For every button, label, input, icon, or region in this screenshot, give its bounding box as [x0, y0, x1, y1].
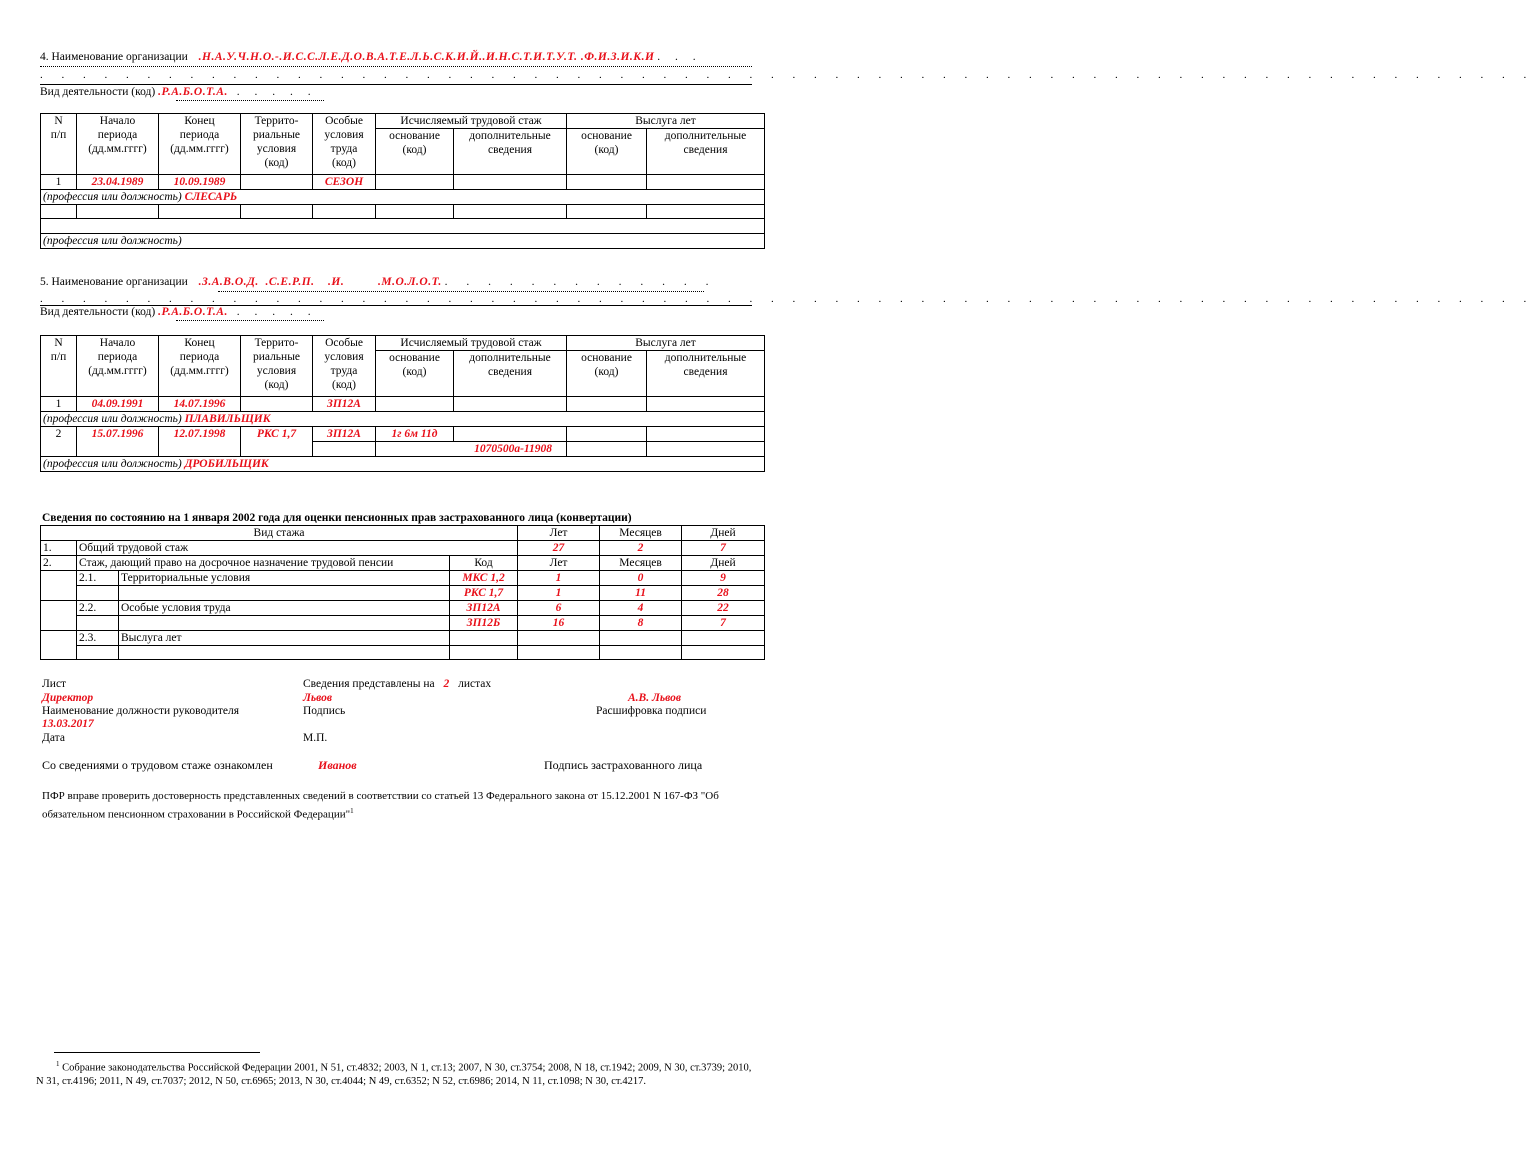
- table-row: 2.1. Территориальные условия МКС 1,2 1 0 9: [41, 571, 765, 586]
- org4-activity-label: Вид деятельности (код): [40, 86, 156, 98]
- date-value: 13.03.2017: [42, 718, 94, 730]
- signature-caption: Подпись: [303, 705, 346, 717]
- org5-activity-underline: [176, 320, 324, 321]
- profession-row: (профессия или должность) ДРОБИЛЬЩИК: [41, 457, 765, 472]
- decoded-value: А.В. Львов: [628, 692, 681, 704]
- org5-line: 5. Наименование организации .З.А.В.О.Д. .С.Е.Р.П. .И. .М.О.Л.О.Т. . . . . . . . . . . . . .: [40, 276, 717, 288]
- table-row: 1 04.09.1991 14.07.1996 ЗП12А: [41, 397, 765, 412]
- org4-line: [40, 51, 702, 63]
- footnote-divider: [54, 1052, 260, 1053]
- table-row: 2.2. Особые условия труда ЗП12А 6 4 22: [41, 601, 765, 616]
- hdr-terr: Террито- риальные условия (код): [241, 114, 313, 175]
- table-row: РКС 1,7 1 11 28: [41, 586, 765, 601]
- conversion-title: Сведения по состоянию на 1 января 2002 года для оценки пенсионных прав застрахованного лица (конвертации): [42, 512, 632, 524]
- stamp-caption: М.П.: [303, 732, 328, 744]
- hdr-calc: Исчисляемый трудовой стаж: [376, 114, 567, 129]
- hdr-service: Выслуга лет: [567, 114, 765, 129]
- acquainted-label: Со сведениями о трудовом стаже ознакомлен: [42, 758, 273, 772]
- signature-value: Львов: [303, 692, 333, 704]
- hdr-n: N п/п: [41, 114, 77, 175]
- hdr-serv-basis: основание (код): [567, 129, 647, 175]
- org5-activity: Вид деятельности (код) .Р.А.Б.О.Т.А. . . . . .: [40, 306, 317, 318]
- hdr-calc-extra: дополнительные сведения: [454, 129, 567, 175]
- org5-activity-code: .Р.А.Б.О.Т.А.: [158, 306, 228, 318]
- org4-activity: Вид деятельности (код) .Р.А.Б.О.Т.А. . . . . .: [40, 86, 317, 98]
- insured-signature-caption: Подпись застрахованного лица: [544, 758, 703, 772]
- table-row: [41, 646, 765, 660]
- footnote-text: Собрание законодательства Российской Федерации 2001, N 51, ст.4832; 2003, N 1, ст.13; 2007, N 30, ст.3754; 2008, N 18, ст.1942; 2009, N 30, ст.3739; 2010, N 31, ст.4196; 2011, N 49, ст.7037; 2012, N 50, ст.6965; 2013, N 30, ст.4044; N 49, ст.6352; N 52, ст.6986; 2014, N 11, ст.1098; N 30, ст.4217.: [36, 1062, 752, 1087]
- position-caption: Наименование должности руководителя: [42, 705, 240, 717]
- org5-activity-label: Вид деятельности (код): [40, 306, 156, 318]
- org5-underline: [218, 291, 704, 292]
- hdr-calc-basis: основание (код): [376, 129, 454, 175]
- org5-dotted-line: . . . . . . . . . . . . . . . . . . . . . . . . . . . . . . . . . . . . . . . . . . . . . . . . . . . . . . . . . . . . . . . . . . . . . .: [40, 293, 1534, 305]
- notice-text: ПФР вправе проверить достоверность представленных сведений в соответствии со статьей 13 Федерального закона от 15.12.2001 N 167-ФЗ "Об обязательном пенсионном страховании в Российской Федерации"$^1$: [42, 790, 719, 821]
- position-value: Директор: [42, 692, 94, 704]
- table-row: 2 15.07.1996 12.07.1998 РКС 1,7 ЗП12А 1г 6м 11д: [41, 427, 765, 442]
- org4-rule: [40, 84, 752, 85]
- table-row: ЗП12Б 16 8 7: [41, 616, 765, 631]
- profession-row: (профессия или должность): [41, 234, 765, 249]
- org4-activity-underline: [176, 100, 324, 101]
- acquainted-value: Иванов: [318, 758, 357, 772]
- org4-dotted-line: . . . . . . . . . . . . . . . . . . . . . . . . . . . . . . . . . . . . . . . . . . . . . . . . . . . . . . . . . . . . . . . . . . . . . .: [40, 69, 1534, 81]
- sheet-label: Лист: [42, 678, 67, 690]
- org4-activity-code: .Р.А.Б.О.Т.А.: [158, 86, 228, 98]
- table-row: 1070500а-11908: [41, 442, 765, 457]
- org4-label: 4. Наименование организации: [40, 51, 188, 63]
- org4-dots: . . .: [657, 51, 702, 63]
- org4-underline: [40, 66, 752, 67]
- decoded-caption: Расшифровка подписи: [596, 705, 707, 717]
- hdr-end: Конец периода (дд.мм.гггг): [159, 114, 241, 175]
- periods-table-5: N п/п Начало периода (дд.мм.гггг) Конец периода (дд.мм.гггг) Террито- риальные условия (код) Особые условия труда (код) Исчисляемый трудовой стаж Выслуга лет основание (код) дополнительные сведения основание (код) дополнительные сведения 1 04.09.1991 14.07.1996 ЗП12А (профессия или должность) ПЛАВИЛЬЩИК 2 15.07.1996 12.07.1998 РКС 1,7 ЗП12А 1г 6м 11д 1070500а-11908 (профессия или должность) ДРОБИЛЬЩИК: [40, 335, 765, 472]
- table-row: 1. Общий трудовой стаж 27 2 7: [41, 541, 765, 556]
- conversion-table: Вид стажа Лет Месяцев Дней 1. Общий трудовой стаж 27 2 7 2. Стаж, дающий право на досрочное назначение трудовой пенсии Код Лет Месяцев Дней 2.1. Территориальные условия МКС 1,2 1 0 9 РКС 1,7 1 11 28 2.2. Особые условия труда ЗП12А 6 4 22 ЗП12Б 16 8 7 2.3. Выслуга лет: [40, 525, 765, 660]
- date-caption: Дата: [42, 732, 65, 744]
- periods-table-4: [40, 113, 765, 249]
- table-row: 2. Стаж, дающий право на досрочное назначение трудовой пенсии Код Лет Месяцев Дней: [41, 556, 765, 571]
- org5-label: 5. Наименование организации: [40, 276, 188, 288]
- hdr-spec: Особые условия труда (код): [313, 114, 376, 175]
- profession-row: (профессия или должность) ПЛАВИЛЬЩИК: [41, 412, 765, 427]
- sheets-line: Сведения представлены на 2 листах: [303, 678, 492, 690]
- table-row: 2.3. Выслуга лет: [41, 631, 765, 646]
- profession-row: (профессия или должность) СЛЕСАРЬ: [41, 190, 765, 205]
- table-row: 1 23.04.1989 10.09.1989 СЕЗОН: [41, 175, 765, 190]
- notice-ref: 1: [350, 807, 354, 815]
- hdr-serv-extra: дополнительные сведения: [647, 129, 765, 175]
- footnote-mark: 1: [56, 1060, 60, 1068]
- sheets-count: 2: [443, 678, 450, 690]
- org4-name: .Н.А.У.Ч.Н.О.-.И.С.С.Л.Е.Д.О.В.А.Т.Е.Л.Ь.С.К.И.Й..И.Н.С.Т.И.Т.У.Т. .Ф.И.З.И.К.И: [198, 51, 655, 63]
- table-row: [41, 205, 765, 219]
- footnote: [36, 1058, 758, 1088]
- org5-name: .З.А.В.О.Д. .С.Е.Р.П. .И. .М.О.Л.О.Т.: [198, 276, 442, 288]
- hdr-start: Начало периода (дд.мм.гггг): [77, 114, 159, 175]
